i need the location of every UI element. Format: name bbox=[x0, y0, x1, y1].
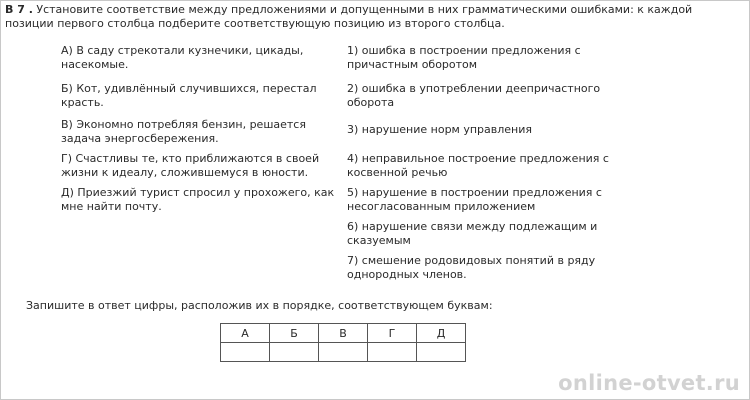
answer-cell[interactable] bbox=[368, 343, 417, 362]
sentence-g: Г) Счастливы те, кто приближаются в своей жизни к идеалу, сложившемуся в юности. bbox=[61, 152, 320, 179]
answer-input-row bbox=[221, 343, 466, 362]
answer-cell[interactable] bbox=[270, 343, 319, 362]
error-2: 2) ошибка в употреблении деепричастного оборота bbox=[347, 82, 601, 109]
error-1: 1) ошибка в построении предложения с причастным оборотом bbox=[347, 44, 581, 71]
sentence-v: В) Экономно потребляя бензин, решается задача энергосбережения. bbox=[61, 118, 306, 145]
answer-header-row bbox=[221, 324, 466, 343]
answer-cell[interactable] bbox=[221, 343, 270, 362]
task-statement bbox=[5, 3, 743, 31]
sentence-a: А) В саду стрекотали кузнечики, цикады, насекомые. bbox=[61, 44, 304, 71]
answer-instruction: Запишите в ответ цифры, расположив их в порядке, соответствующем буквам: bbox=[26, 299, 493, 312]
answer-header-cell: В bbox=[319, 324, 368, 343]
answer-cell[interactable] bbox=[417, 343, 466, 362]
task-text: Установите соответствие между предложениями и допущенными в них грамматическими ошибками: к каждой позиции первого столбца подберите соответствующую позицию из второго столбца. bbox=[5, 3, 693, 30]
error-7: 7) смешение родовидовых понятий в ряду однородных членов. bbox=[347, 254, 596, 281]
sentence-b: Б) Кот, удивлённый случившихся, перестал красть. bbox=[61, 82, 317, 109]
answer-cell[interactable] bbox=[319, 343, 368, 362]
answer-header-cell: Б bbox=[270, 324, 319, 343]
answer-table bbox=[220, 323, 466, 362]
answer-header-cell: Г bbox=[368, 324, 417, 343]
error-4: 4) неправильное построение предложения с косвенной речью bbox=[347, 152, 609, 179]
answer-header-cell: Д bbox=[417, 324, 466, 343]
task-number: B 7 . bbox=[5, 3, 33, 16]
answer-header-cell: А bbox=[221, 324, 270, 343]
error-6: 6) нарушение связи между подлежащим и сказуемым bbox=[347, 220, 598, 247]
sentence-d: Д) Приезжий турист спросил у прохожего, как мне найти почту. bbox=[61, 186, 335, 213]
error-3: 3) нарушение норм управления bbox=[347, 123, 533, 136]
site-watermark: online-otvet.ru bbox=[558, 371, 740, 395]
error-5: 5) нарушение в построении предложения с несогласованным приложением bbox=[347, 186, 602, 213]
